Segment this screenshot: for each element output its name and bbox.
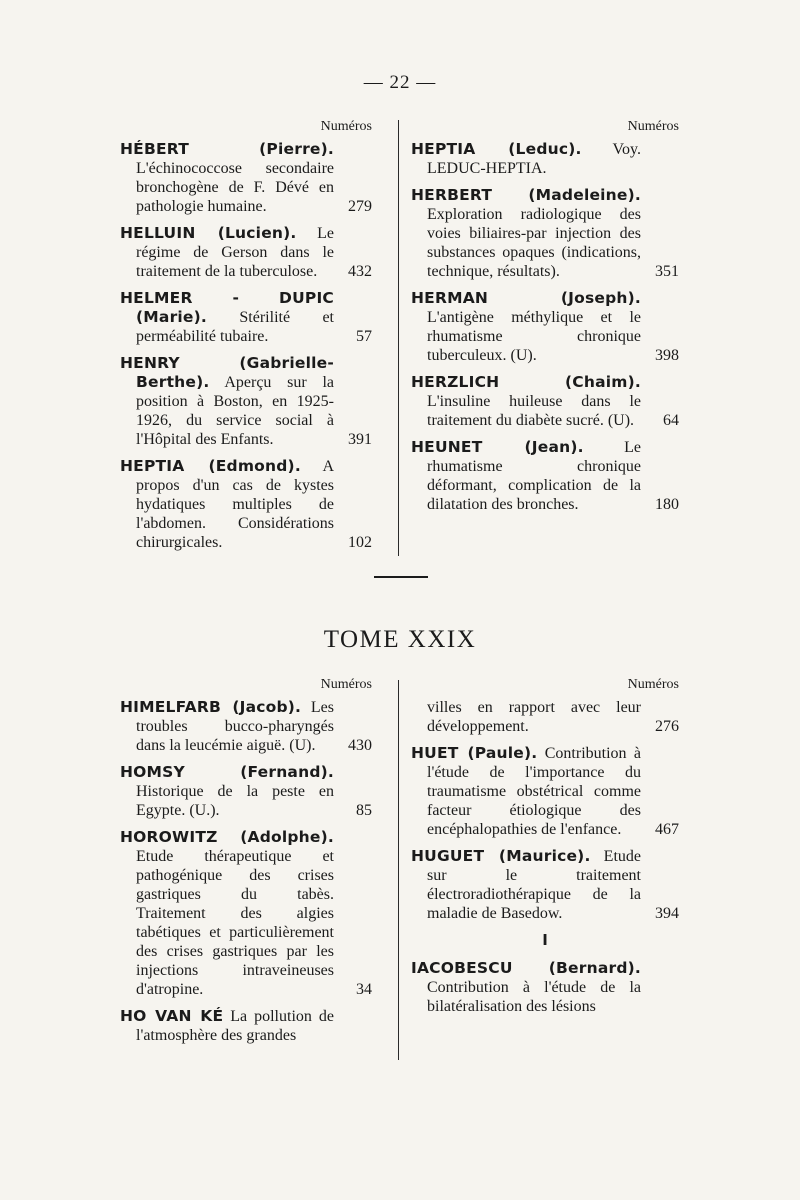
entry-author-name: HOROWITZ (Adolphe).	[120, 828, 334, 846]
entry-text	[120, 698, 372, 755]
entry-author-name: HUET (Paule).	[411, 744, 538, 762]
entry-author-name: HELMER - DUPIC (Marie).	[120, 289, 334, 326]
entry-page-number: 276	[655, 718, 679, 735]
entry-title: La pollution de l'atmosphère des grandes	[136, 1008, 334, 1044]
entry-title: Les troubles bucco-pharyngés dans la leucémie aiguë. (U).	[136, 699, 334, 754]
entry-title: Contribution à l'étude de l'importance du traumatisme obstétrical comme facteur étiologique des encéphalopathies de l'enfance.	[427, 745, 641, 838]
entry-text: villes en rapport avec leur développement.	[427, 699, 641, 735]
entry-title: L'insuline huileuse dans le traitement du diabète sucré. (U).	[427, 393, 641, 429]
upper-left-column	[120, 118, 372, 560]
entry-page-number: 180	[655, 496, 679, 513]
entry-author-name: HEPTIA (Edmond).	[120, 457, 301, 475]
entry-page-number: 85	[356, 802, 372, 819]
index-entry-continuation	[411, 698, 679, 736]
entry-text	[120, 354, 372, 449]
entry-page-number: 64	[663, 412, 679, 429]
index-entry	[120, 354, 372, 449]
column-divider-line	[398, 120, 399, 556]
entry-text	[411, 744, 679, 839]
upper-right-column	[411, 118, 679, 522]
entry-title: Etude sur le traitement électroradiothérapique de la maladie de Basedow.	[427, 848, 641, 922]
entry-text	[120, 140, 372, 216]
entry-author-name: HIMELFARB (Jacob).	[120, 698, 302, 716]
section-divider	[374, 576, 428, 578]
letter-heading: I	[542, 931, 548, 949]
entry-text	[120, 224, 372, 281]
entry-page-number: 467	[655, 821, 679, 838]
entry-author-name: HUGUET (Maurice).	[411, 847, 591, 865]
index-entry	[411, 186, 679, 281]
entry-title: Aperçu sur la position à Boston, en 1925-1926, du service social à l'Hôpital des Enfants.	[136, 374, 334, 448]
index-entry	[120, 828, 372, 999]
index-entry	[120, 763, 372, 820]
entry-author-name: IACOBESCU (Bernard).	[411, 959, 641, 977]
page-number: — 22 —	[363, 72, 437, 93]
entry-title: Le régime de Gerson dans le traitement de la tuberculose.	[136, 225, 334, 280]
entry-text	[411, 438, 679, 514]
index-entry	[411, 959, 679, 1016]
entry-text	[120, 1007, 372, 1045]
entry-page-number: 432	[348, 263, 372, 280]
entry-page-number: 394	[655, 905, 679, 922]
index-entry	[411, 289, 679, 365]
entry-text	[120, 289, 372, 346]
entry-author-name: HOMSY (Fernand).	[120, 763, 334, 781]
entry-author-name: HEPTIA (Leduc).	[411, 140, 582, 158]
entry-author-name: HERMAN (Joseph).	[411, 289, 641, 307]
entry-author-name: HELLUIN (Lucien).	[120, 224, 297, 242]
lower-right-column	[411, 676, 679, 1024]
entry-page-number: 430	[348, 737, 372, 754]
index-entry	[411, 438, 679, 514]
index-entry	[120, 1007, 372, 1045]
tome-title: TOME XXIX	[323, 626, 477, 653]
entry-text	[411, 186, 679, 281]
index-entry	[120, 457, 372, 552]
entry-page-number: 57	[356, 328, 372, 345]
lower-left-column	[120, 676, 372, 1053]
entry-author-name: HEUNET (Jean).	[411, 438, 584, 456]
entry-page-number: 398	[655, 347, 679, 364]
numeros-header: Numéros	[627, 677, 679, 692]
column-divider-line	[398, 680, 399, 1060]
entry-title: Etude thérapeutique et pathogénique des crises gastriques du tabès. Traitement des algies tabétiques et particulièrement des crises gastriques par les injections intraveineuses d'atropine.	[136, 848, 334, 998]
index-entry	[120, 698, 372, 755]
index-entry	[411, 847, 679, 923]
numeros-header: Numéros	[320, 677, 372, 692]
index-entry	[120, 140, 372, 216]
entry-title: Le rhumatisme chronique déformant, complication de la dilatation des bronches.	[427, 439, 641, 513]
numeros-header: Numéros	[627, 119, 679, 134]
entry-title: L'antigène méthylique et le rhumatisme chronique tuberculeux. (U).	[427, 309, 641, 364]
entry-page-number: 391	[348, 431, 372, 448]
entry-title: L'échinococcose secondaire bronchogène de F. Dévé en pathologie humaine.	[136, 160, 334, 215]
entry-text	[120, 828, 372, 999]
entry-page-number: 102	[348, 534, 372, 551]
entry-text	[411, 140, 679, 178]
lower-section	[0, 676, 800, 1066]
entry-text	[411, 289, 679, 365]
index-entry	[120, 224, 372, 281]
index-entry	[411, 140, 679, 178]
entry-author-name: HERZLICH (Chaim).	[411, 373, 641, 391]
entry-page-number: 34	[356, 981, 372, 998]
entry-author-name: HENRY (Gabrielle-Berthe).	[120, 354, 334, 391]
index-entry	[120, 289, 372, 346]
entry-title: Contribution à l'étude de la bilatéralisation des lésions	[427, 979, 641, 1015]
entry-title: Stérilité et perméabilité tubaire.	[136, 309, 334, 345]
entry-text	[120, 763, 372, 820]
upper-section	[0, 118, 800, 558]
entry-author-name: HO VAN KÉ	[120, 1007, 224, 1025]
entry-title: Voy. LEDUC-HEPTIA.	[427, 141, 641, 177]
numeros-header: Numéros	[320, 119, 372, 134]
index-entry	[411, 744, 679, 839]
entry-title: Historique de la peste en Egypte. (U.).	[136, 783, 334, 819]
entry-author-name: HÉBERT (Pierre).	[120, 140, 334, 158]
entry-page-number: 279	[348, 198, 372, 215]
index-entry	[411, 373, 679, 430]
entry-author-name: HERBERT (Madeleine).	[411, 186, 641, 204]
entry-title: A propos d'un cas de kystes hydatiques multiples de l'abdomen. Considérations chirurgicales.	[136, 458, 334, 551]
entry-page-number: 351	[655, 263, 679, 280]
entry-text	[120, 457, 372, 552]
entry-text	[411, 959, 679, 1016]
entry-text	[411, 847, 679, 923]
entry-title: Exploration radiologique des voies biliaires-par injection des substances opaques (indications, technique, résultats).	[427, 206, 641, 280]
entry-text	[411, 373, 679, 430]
